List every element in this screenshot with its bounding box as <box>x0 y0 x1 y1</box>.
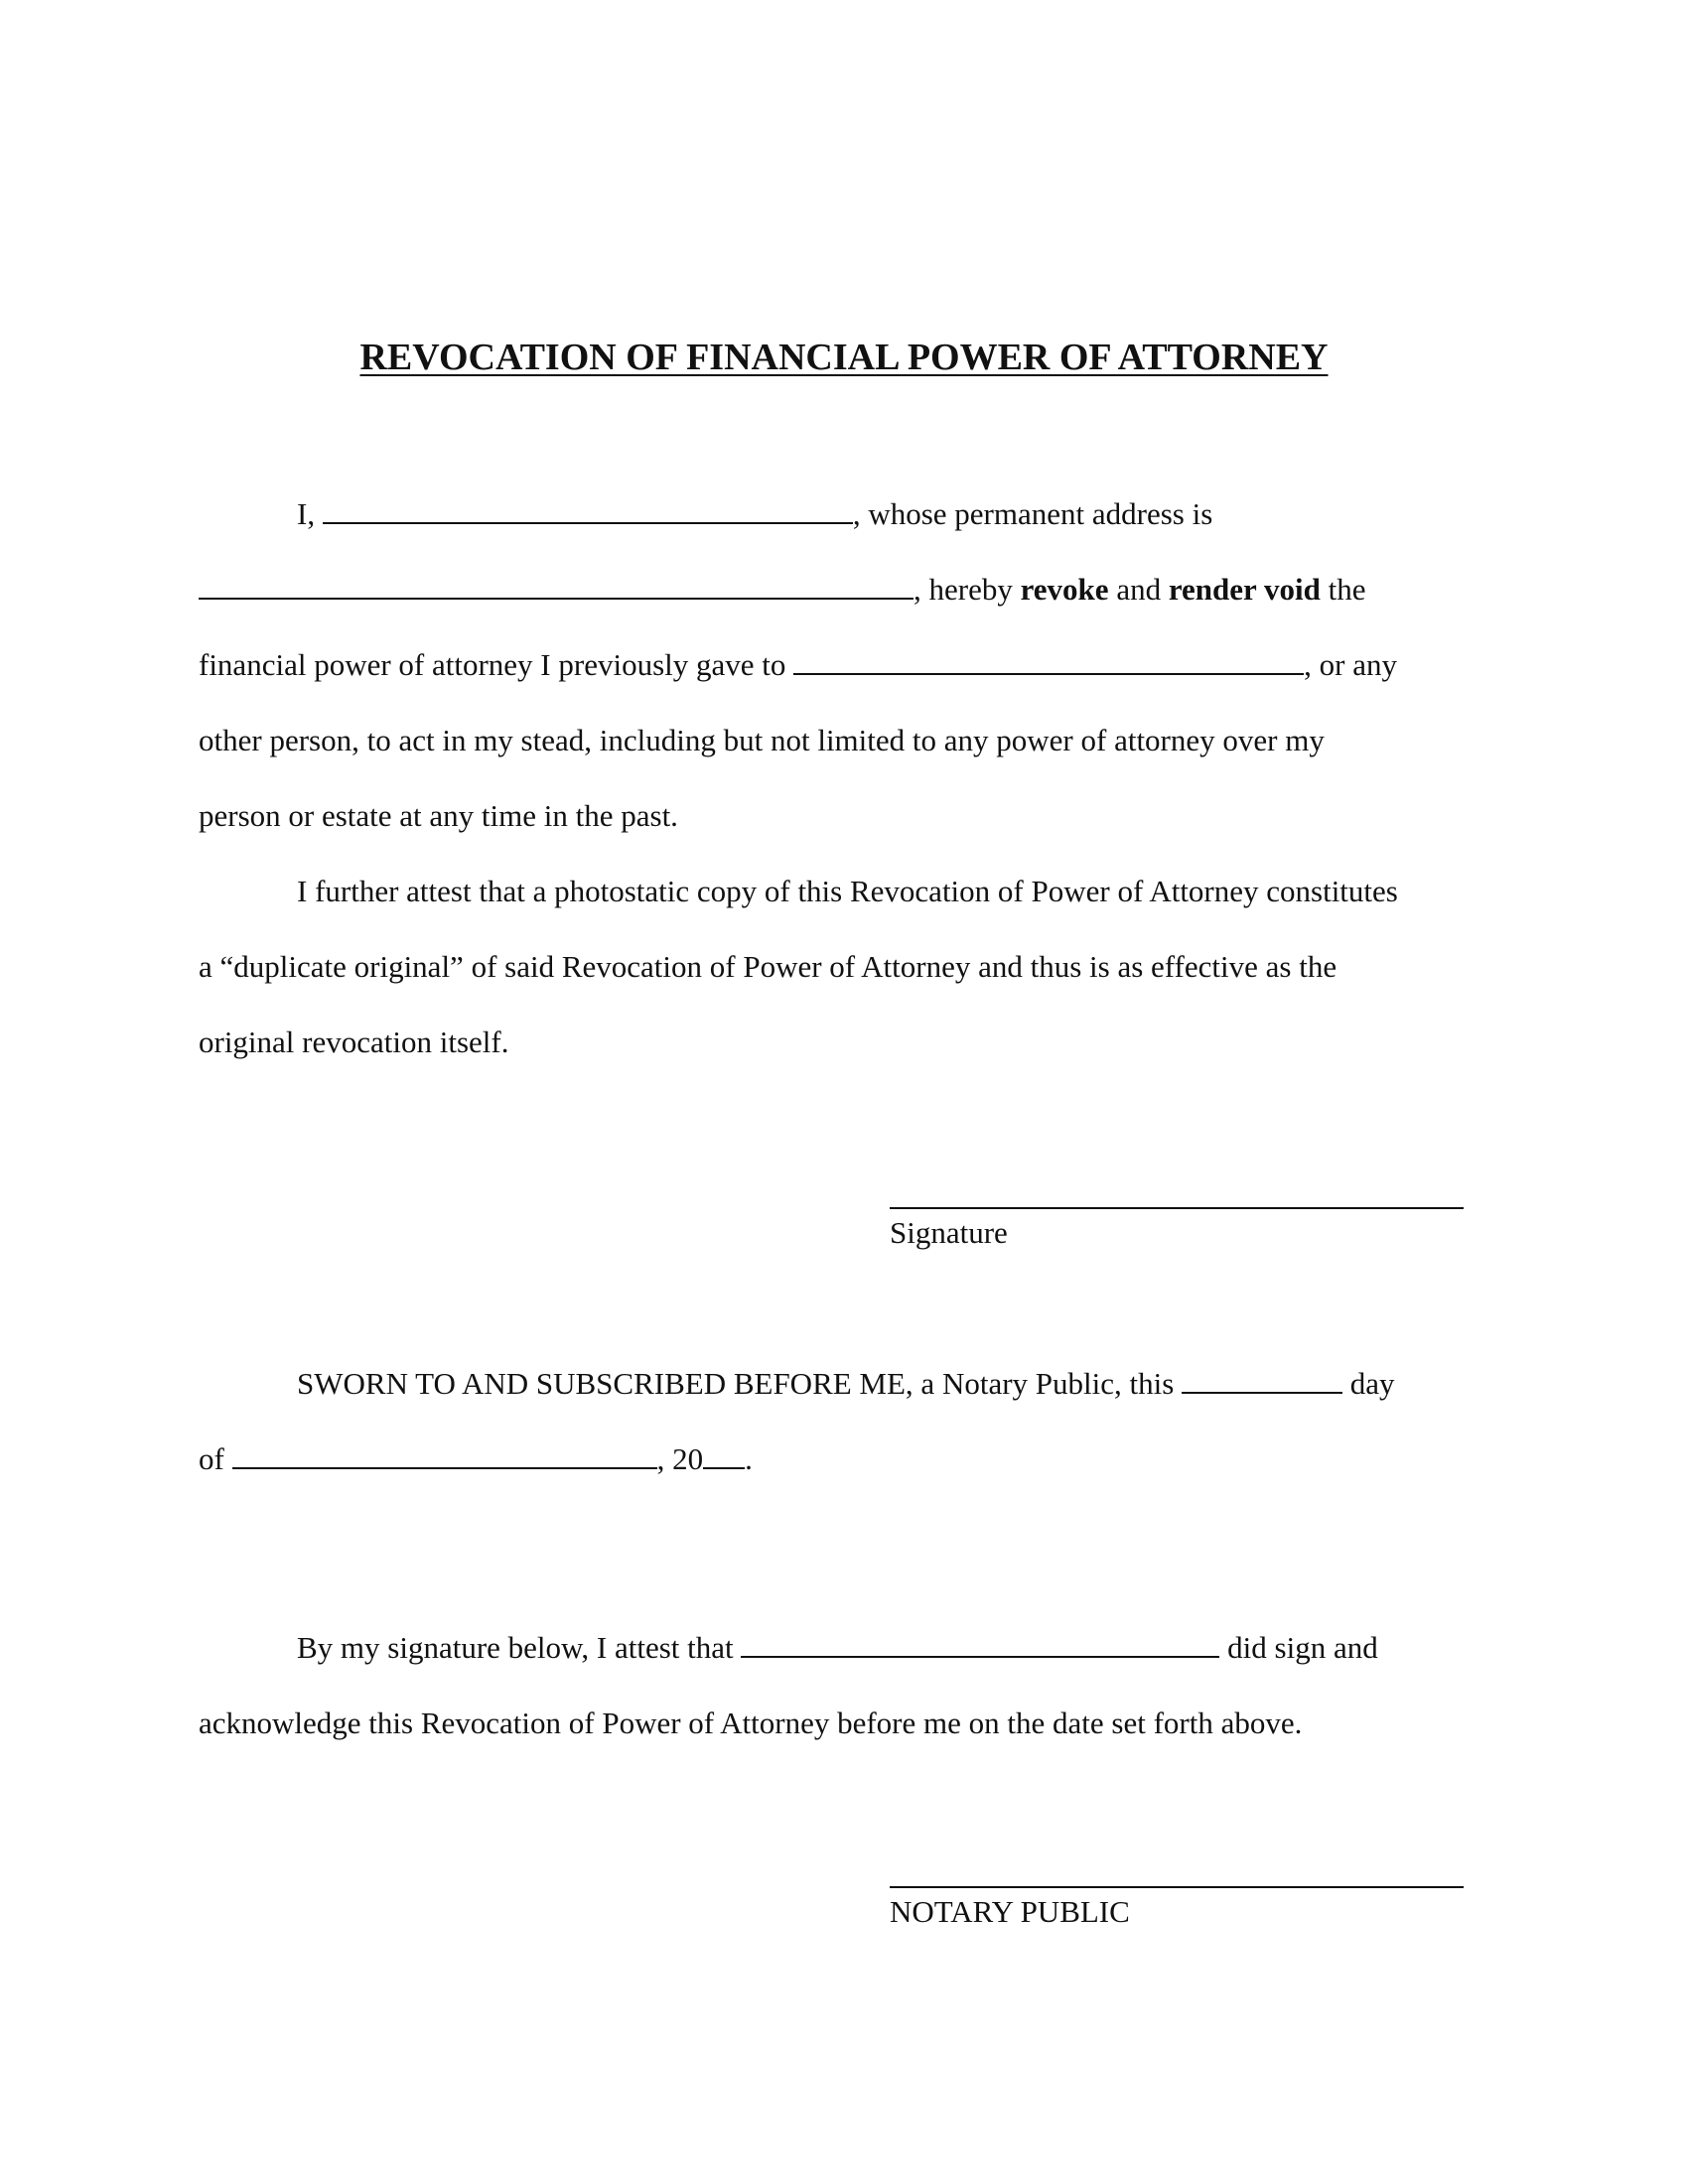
grantor-name-field[interactable] <box>323 494 853 524</box>
text-hereby: , hereby <box>914 572 1021 607</box>
paragraph1-line3 <box>199 645 1397 685</box>
text-or-any: , or any <box>1304 647 1397 682</box>
text-of: of <box>199 1441 232 1476</box>
text-sworn: SWORN TO AND SUBSCRIBED BEFORE ME, a Notary Public, this <box>297 1366 1183 1401</box>
sworn-line2 <box>199 1439 753 1479</box>
document-title: REVOCATION OF FINANCIAL POWER OF ATTORNEY <box>359 337 1329 378</box>
text-whose-address: , whose permanent address is <box>852 496 1213 531</box>
signature-line[interactable] <box>890 1207 1464 1209</box>
text-and: and <box>1108 572 1169 607</box>
notary-year-field[interactable] <box>703 1439 745 1469</box>
text-i: I, <box>297 496 323 531</box>
text-the: the <box>1320 572 1366 607</box>
attorney-in-fact-field[interactable] <box>793 645 1304 675</box>
text-render-void: render void <box>1168 572 1321 607</box>
text-financial-poa: financial power of attorney I previously gave to <box>199 647 794 682</box>
attest-line1 <box>297 1628 1378 1668</box>
sworn-line1 <box>297 1364 1395 1404</box>
paragraph1-line1 <box>297 494 1212 534</box>
text-day: day <box>1342 1366 1395 1401</box>
paragraph1-line4: other person, to act in my stead, including but not limited to any power of attorney over my <box>199 723 1325 757</box>
text-did-sign: did sign and <box>1219 1630 1378 1665</box>
paragraph1-line2 <box>199 570 1365 610</box>
text-by-my-signature: By my signature below, I attest that <box>297 1630 742 1665</box>
notary-day-field[interactable] <box>1182 1364 1342 1394</box>
permanent-address-field[interactable] <box>199 570 914 600</box>
attest-line2: acknowledge this Revocation of Power of Attorney before me on the date set forth above. <box>199 1706 1303 1740</box>
paragraph2-line2: a “duplicate original” of said Revocation of Power of Attorney and thus is as effective as the <box>199 949 1337 984</box>
principal-name-field[interactable] <box>741 1628 1219 1658</box>
notary-public-label: NOTARY PUBLIC <box>890 1894 1130 1929</box>
text-period: . <box>745 1441 753 1476</box>
text-revoke: revoke <box>1020 572 1109 607</box>
paragraph2-line3: original revocation itself. <box>199 1024 509 1059</box>
signature-label: Signature <box>890 1215 1008 1250</box>
paragraph1-line5: person or estate at any time in the past. <box>199 798 678 833</box>
text-twenty: , 20 <box>656 1441 704 1476</box>
notary-month-field[interactable] <box>232 1439 657 1469</box>
notary-signature-line[interactable] <box>890 1886 1464 1888</box>
paragraph2-line1: I further attest that a photostatic copy of this Revocation of Power of Attorney constitutes <box>297 874 1398 908</box>
